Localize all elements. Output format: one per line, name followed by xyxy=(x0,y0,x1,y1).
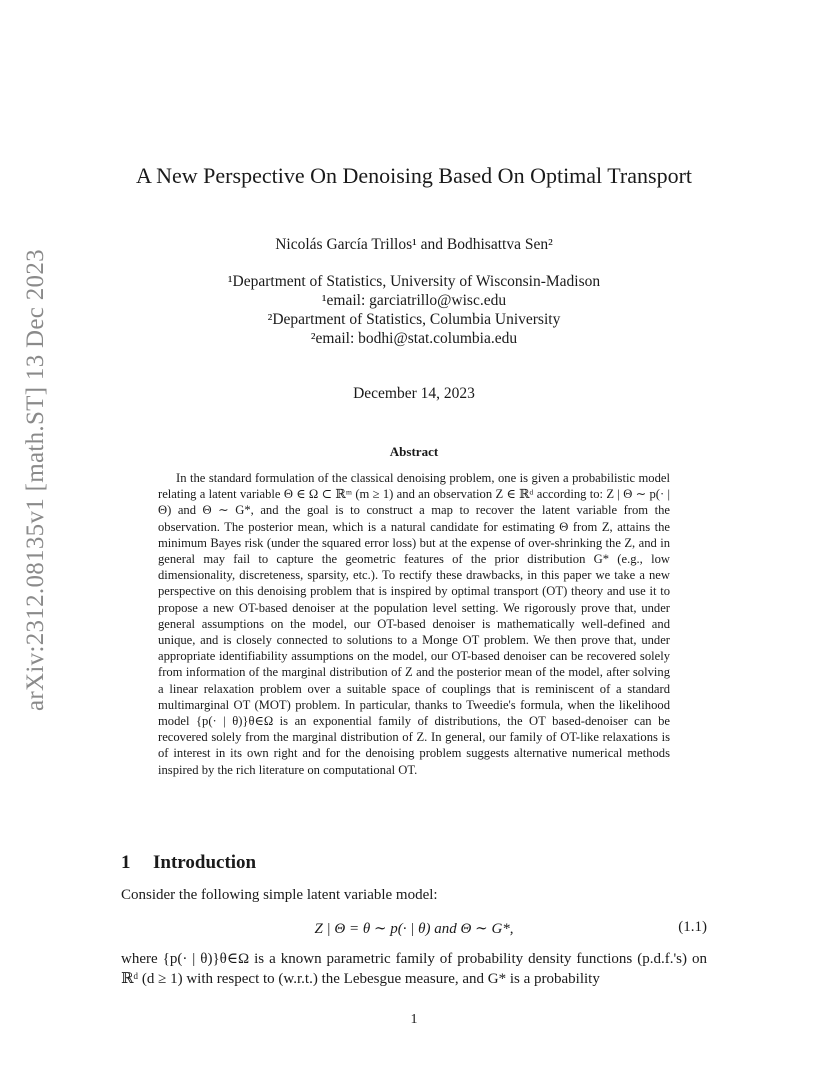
affiliation-2: ²Department of Statistics, Columbia University xyxy=(267,311,561,328)
page-number: 1 xyxy=(410,1012,418,1027)
arxiv-identifier-text: arXiv:2312.08135v1 [math.ST] 13 Dec 2023 xyxy=(22,249,49,711)
abstract-text: In the standard formulation of the classical denoising problem, one is given a probabilistic model relating a latent variable Θ ∈ Ω ⊂ ℝᵐ (m ≥ 1) and an observation Z ∈ ℝᵈ according to: Z | Θ ∼ p(· | Θ) and Θ ∼ G*, and the goal is to construct a map to recover the latent variable from the observation. The posterior mean, which is a natural candidate for estimating Θ from Z, attains the minimum Bayes risk (under the squared error loss) but at the expense of over-shrinking the Z, and in general may fail to capture the geometric features of the prior distribution G* (e.g., low dimensionality, discreteness, sparsity, etc.). To rectify these drawbacks, in this paper we take a new perspective on this denoising problem that is inspired by optimal transport (OT) theory and use it to propose a new OT-based denoiser at the population level setting. We rigorously prove that, under general assumptions on the model, our OT-based denoiser is mathematically well-defined and unique, and is closely connected to solutions to a Monge OT problem. We then prove that, under appropriate identifiability assumptions on the model, our OT-based denoiser can be recovered solely from information of the marginal distribution of Z and the posterior mean of the model, after solving a linear relaxation problem over a suitable space of couplings that is reminiscent of a standard multimarginal OT (MOT) problem. In particular, thanks to Tweedie's formula, when the likelihood model {p(· | θ)}θ∈Ω is an exponential family of distributions, the OT based-denoiser can be recovered solely from the marginal distribution of Z. In general, our family of OT-like relaxations is of interest in its own right and for the denoising problem suggests alternative numerical methods inspired by the rich literature on computational OT. xyxy=(158,471,670,777)
abstract-heading: Abstract xyxy=(389,444,439,459)
equation-1-1 xyxy=(121,919,707,939)
section-number: 1 xyxy=(121,852,131,873)
equation-number: (1.1) xyxy=(678,919,707,935)
section-heading xyxy=(121,852,256,874)
author-line: Nicolás García Trillos¹ and Bodhisattva Sen² xyxy=(275,236,553,253)
intro-sentence: Consider the following simple latent variable model: xyxy=(121,887,438,903)
affiliation-1: ¹Department of Statistics, University of Wisconsin-Madison xyxy=(227,273,601,290)
arxiv-identifier-stamp xyxy=(14,249,58,711)
section-title: Introduction xyxy=(153,852,257,873)
email-2: ²email: bodhi@stat.columbia.edu xyxy=(310,330,518,347)
equation-text: Z | Θ = θ ∼ p(· | θ) and Θ ∼ G*, xyxy=(314,921,514,937)
email-1: ¹email: garciatrillo@wisc.edu xyxy=(321,292,507,309)
paper-title: A New Perspective On Denoising Based On Optimal Transport xyxy=(135,163,693,188)
body-paragraph: where {p(· | θ)}θ∈Ω is a known parametric family of probability density functions (p.d.f.'s) on ℝᵈ (d ≥ 1) with respect to (w.r.t.) the Lebesgue measure, and G* is a probability xyxy=(121,951,707,987)
publication-date: December 14, 2023 xyxy=(353,385,475,402)
affiliations xyxy=(130,272,698,348)
